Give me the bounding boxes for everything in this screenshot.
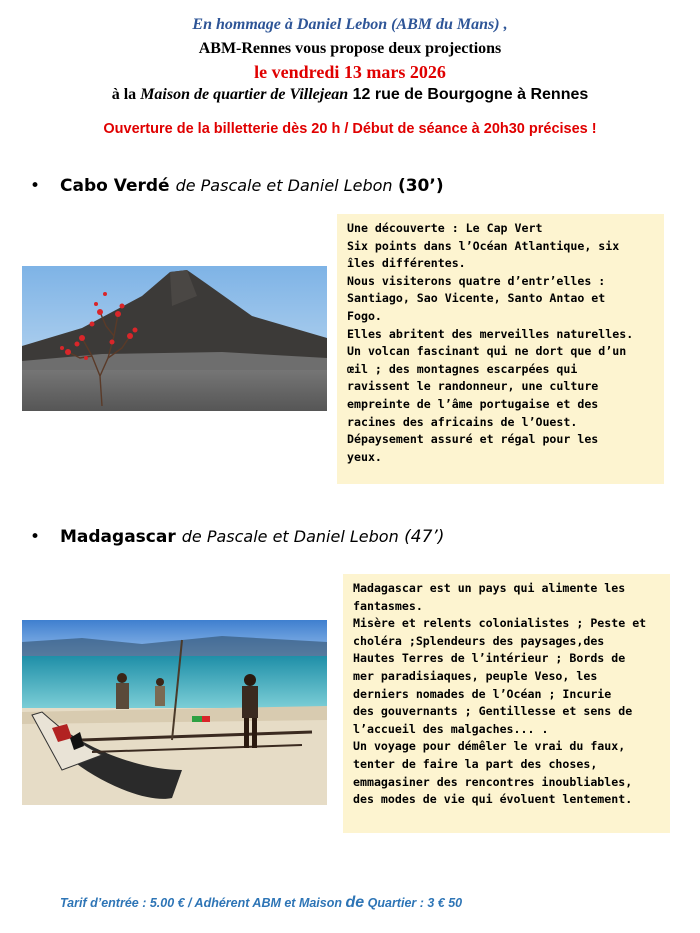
venue-address: 12 rue de Bourgogne à Rennes (348, 86, 589, 103)
description-line: Madagascar est un pays qui alimente les (353, 581, 626, 595)
description-line: derniers nomades de l’Océan ; Incurie (353, 686, 612, 701)
film-authors: de Pascale et Daniel Lebon (175, 176, 393, 195)
bullet-icon: • (30, 176, 41, 196)
venue-prefix: à la (111, 86, 141, 103)
cabo-verde-description (337, 214, 664, 484)
description-line: Fogo. (347, 308, 382, 323)
film-title: Madagascar (60, 527, 176, 547)
film-title: Cabo Verdé (60, 176, 170, 196)
bullet-icon: • (30, 527, 41, 547)
film-heading-cabo-verde (30, 176, 444, 196)
price-part: Tarif d’entrée : 5.00 € / Adhérent ABM et Maison (60, 896, 346, 910)
film-heading-madagascar (30, 527, 444, 547)
description-line: tenter de faire la part des choses, (353, 756, 598, 771)
cabo-verde-photo (22, 266, 327, 411)
description-line: œil ; des montagnes escarpées qui (347, 361, 578, 376)
venue-line (0, 86, 700, 104)
description-line: Hautes Terres de l’intérieur ; Bords de (353, 651, 626, 666)
price-line (60, 894, 462, 912)
description-line: Un voyage pour démêler le vrai du faux, (353, 739, 626, 754)
description-line: ravissent le randonneur, une culture (347, 379, 599, 394)
description-line: emmagasiner des rencontres inoubliables, (353, 774, 633, 789)
description-line: Dépaysement assuré et régal pour les (347, 432, 599, 447)
description-line: Nous visiterons quatre d’entr’elles : (347, 273, 606, 288)
event-date: le vendredi 13 mars 2026 (254, 62, 446, 82)
description-line: empreinte de l’âme portugaise et des (347, 396, 599, 411)
description-line: Une découverte : Le Cap Vert (347, 221, 543, 235)
film-duration: (30’) (397, 176, 444, 196)
announcement-line: ABM-Rennes vous propose deux projections (198, 40, 502, 57)
schedule-line: Ouverture de la billetterie dès 20 h / Début de séance à 20h30 précises ! (103, 121, 597, 137)
film-authors: de Pascale et Daniel Lebon (181, 527, 399, 546)
film-duration: (47’) (404, 527, 445, 547)
description-line: Santiago, Sao Vicente, Santo Antao et (347, 291, 606, 306)
description-line: Elles abritent des merveilles naturelles. (347, 326, 634, 341)
madagascar-photo (22, 620, 327, 805)
madagascar-description (343, 574, 670, 833)
description-line: l’accueil des malgaches... . (353, 721, 549, 736)
description-line: choléra ;Splendeurs des paysages,des (353, 633, 605, 648)
description-line: fantasmes. (353, 598, 423, 613)
description-line: mer paradisiaques, peuple Veso, les (353, 668, 598, 683)
price-part: de (345, 894, 365, 911)
description-line: des modes de vie qui évoluent lentement. (353, 792, 633, 807)
description-line: des gouvernants ; Gentillesse et sens de (353, 704, 633, 719)
description-line: Six points dans l’Océan Atlantique, six (347, 238, 620, 253)
price-part: Quartier : 3 € 50 (364, 896, 463, 910)
description-line: Un volcan fascinant qui ne dort que d’un (347, 344, 627, 359)
description-line: yeux. (347, 449, 382, 464)
dedication-line: En hommage à Daniel Lebon (ABM du Mans) , (192, 16, 508, 33)
description-line: îles différentes. (347, 256, 466, 271)
venue-name: Maison de quartier de Villejean (140, 86, 349, 103)
description-line: racines des africains de l’Ouest. (347, 414, 578, 429)
description-line: Misère et relents colonialistes ; Peste et (353, 616, 647, 631)
